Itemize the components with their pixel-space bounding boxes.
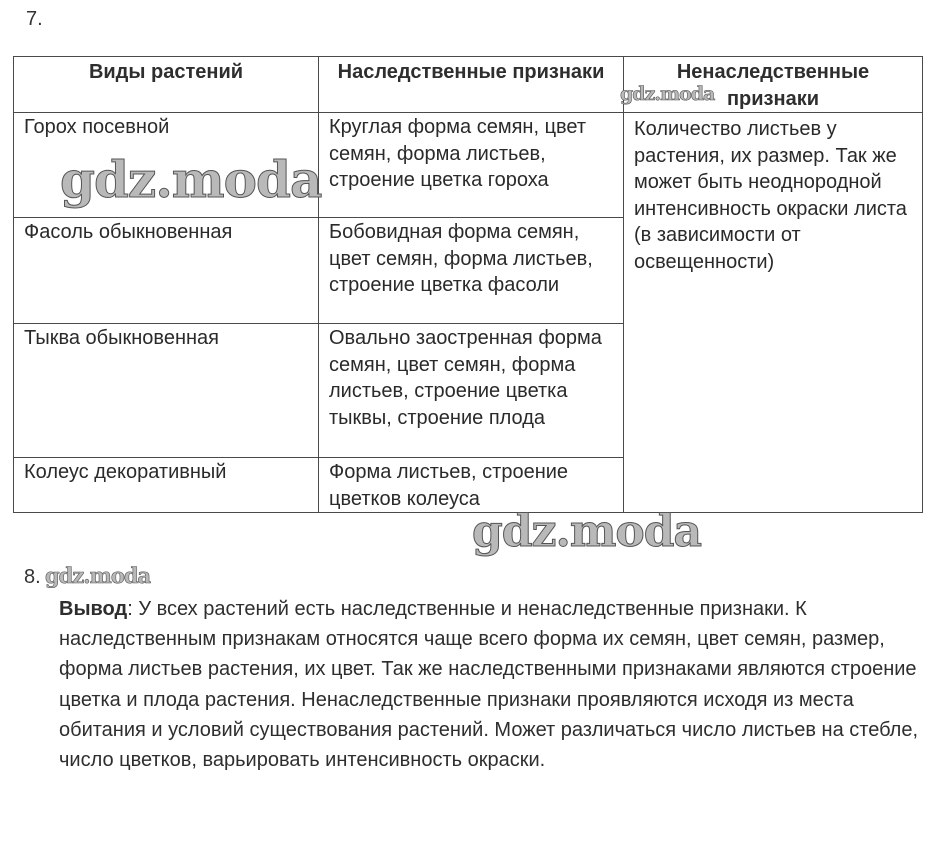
watermark: gdz.moda	[60, 150, 322, 209]
cell-species: Тыква обыкновенная	[14, 324, 319, 458]
cell-species: Колеус декоративный	[14, 458, 319, 513]
task-8-number: 8.	[24, 566, 41, 588]
cell-hereditary: Бобовидная форма семян, цвет семян, форма листьев, строение цветка фасоли	[319, 218, 624, 324]
task-7-number: 7.	[26, 8, 43, 30]
cell-species: Фасоль обыкновенная	[14, 218, 319, 324]
cell-nonhereditary: Количество листьев у растения, их размер. Так же может быть неоднородной интенсивность окраски листа (в зависимости от освещенности)	[624, 113, 923, 513]
cell-hereditary: Форма листьев, строение цветков колеуса	[319, 458, 624, 513]
conclusion-label: Вывод	[59, 598, 128, 620]
watermark: gdz.moda	[472, 506, 702, 557]
table-row	[14, 113, 923, 218]
watermark: gdz.moda	[620, 83, 715, 105]
header-hereditary: Наследственные признаки	[319, 57, 624, 113]
conclusion-text: : У всех растений есть наследственные и ненаследственные признаки. К наследственным признакам относятся чаще всего форма их семян, цвет семян, размер, форма листьев растения, их цвет. Так же наследственными признаками являются строение цветка и плода растения. Ненаследственные признаки проявляются исходя из места обитания и условий существования растений. Может различаться число листьев на стебле, число цветков, варьировать интенсивность окраски.	[59, 598, 919, 772]
cell-hereditary: Круглая форма семян, цвет семян, форма листьев, строение цветка гороха	[319, 113, 624, 218]
conclusion-paragraph	[59, 594, 919, 775]
cell-hereditary: Овально заостренная форма семян, цвет семян, форма листьев, строение цветка тыквы, строение плода	[319, 324, 624, 458]
header-nonhereditary: Ненаследственные признаки	[624, 57, 923, 113]
header-species: Виды растений	[14, 57, 319, 113]
watermark: gdz.moda	[45, 563, 151, 588]
table-header-row	[14, 57, 923, 113]
cell-species: Горох посевной	[14, 113, 319, 218]
traits-table	[13, 56, 923, 513]
